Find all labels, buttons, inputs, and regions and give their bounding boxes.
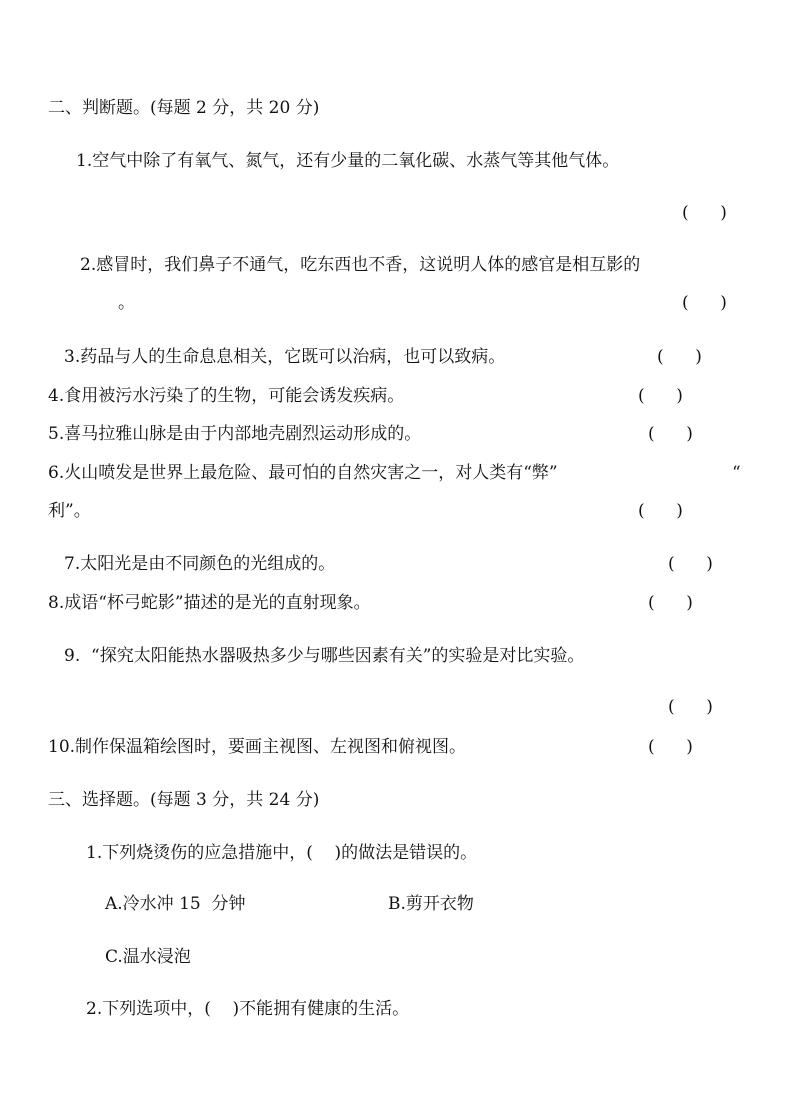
judgment-item-5-text: 5.喜马拉雅山脉是由于内部地壳剧烈运动形成的。 [48, 424, 422, 444]
answer-blank-4[interactable]: ( ) [638, 386, 685, 406]
choice-option-c[interactable]: C.温水浸泡 [105, 947, 191, 967]
answer-blank-5[interactable]: ( ) [648, 424, 695, 444]
judgment-item-3-text: 3.药品与人的生命息息相关，它既可以治病，也可以致病。 [64, 347, 506, 367]
answer-blank-3[interactable]: ( ) [657, 347, 704, 367]
choice-question-1: 1.下列烧烫伤的应急措施中，( )的做法是错误的。 [86, 843, 478, 863]
choice-question-2: 2.下列选项中，( )不能拥有健康的生活。 [86, 999, 410, 1019]
section-heading-judgment: 二、判断题。(每题 2 分，共 20 分) [48, 98, 320, 118]
judgment-item-10-text: 10.制作保温箱绘图时，要画主视图、左视图和俯视图。 [48, 737, 467, 757]
answer-blank-10[interactable]: ( ) [648, 737, 695, 757]
judgment-item-6-quote: “ [732, 463, 741, 483]
judgment-item-2-text: 2.感冒时，我们鼻子不通气，吃东西也不香，这说明人体的感官是相互影的 [80, 255, 641, 275]
choice-option-b[interactable]: B.剪开衣物 [388, 894, 474, 914]
answer-blank-8[interactable]: ( ) [648, 593, 695, 613]
judgment-item-8-text: 8.成语“杯弓蛇影”描述的是光的直射现象。 [48, 593, 371, 613]
answer-blank-6[interactable]: ( ) [638, 501, 685, 521]
judgment-item-1-text: 1.空气中除了有氧气、氮气，还有少量的二氧化碳、水蒸气等其他气体。 [76, 151, 620, 171]
judgment-item-6-text: 6.火山喷发是世界上最危险、最可怕的自然灾害之一，对人类有“弊” [48, 463, 558, 483]
answer-blank-9[interactable]: ( ) [668, 697, 715, 717]
judgment-item-9-text: 9. “探究太阳能热水器吸热多少与哪些因素有关”的实验是对比实验。 [64, 646, 585, 666]
answer-blank-1[interactable]: ( ) [682, 203, 729, 223]
answer-blank-2[interactable]: ( ) [682, 293, 729, 313]
answer-blank-7[interactable]: ( ) [668, 554, 715, 574]
judgment-item-7-text: 7.太阳光是由不同颜色的光组成的。 [64, 554, 336, 574]
section-heading-choice: 三、选择题。(每题 3 分，共 24 分) [48, 790, 320, 810]
judgment-item-2-cont: 。 [118, 293, 135, 313]
choice-option-a[interactable]: A.冷水冲 15 分钟 [105, 894, 246, 914]
judgment-item-6-cont: 利”。 [48, 501, 91, 521]
judgment-item-4-text: 4.食用被污水污染了的生物，可能会诱发疾病。 [48, 386, 405, 406]
